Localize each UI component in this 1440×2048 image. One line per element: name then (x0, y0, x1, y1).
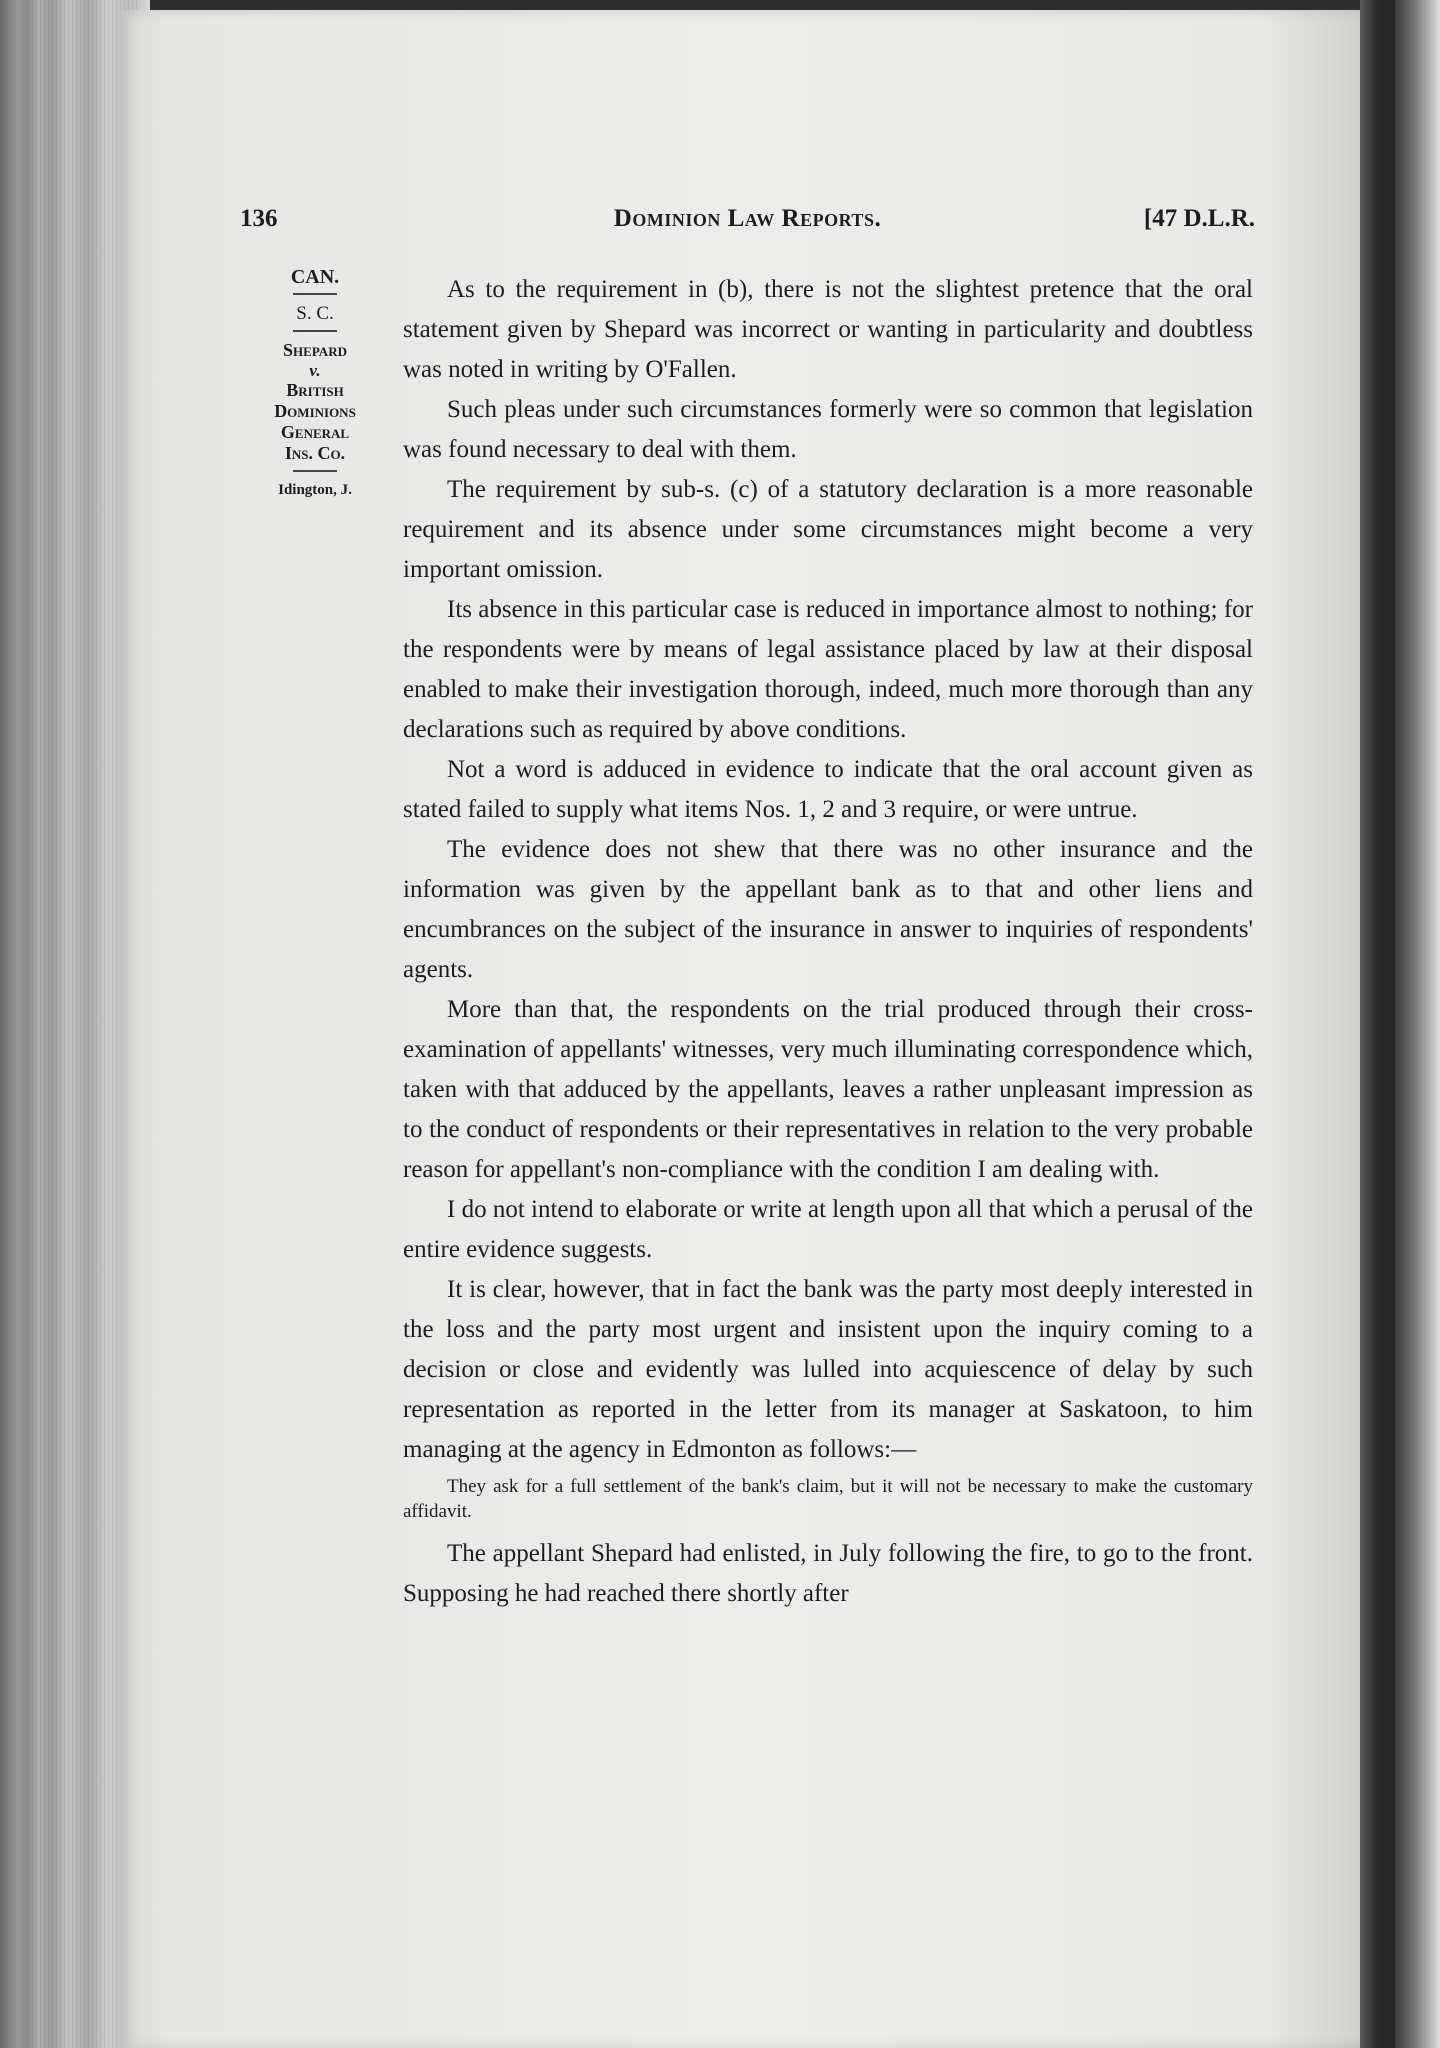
paragraph: I do not intend to elaborate or write at length upon all that which a perusal of the entire evidence suggests. (403, 1196, 1254, 1263)
divider (293, 330, 337, 332)
paragraph: The evidence does not shew that there was no other insurance and the information was given by the appellant bank as to that and other liens and encumbrances on the subject of the insurance in answer to inquiries of respondents' agents. (403, 836, 1253, 983)
paragraph: As to the requirement in (b), there is not the slightest pretence that the oral statement given by Shepard was incorrect or wanting in particularity and doubtless was noted in writing by O'Fallen. (403, 276, 1253, 383)
page-number: 136 (240, 205, 278, 232)
court-label: S. C. (296, 303, 334, 324)
divider (293, 293, 337, 295)
versus-label: v. (309, 361, 321, 380)
defendant-name-line-3: General (280, 422, 350, 442)
defendant-name-line-1: British (286, 380, 344, 400)
block-quote: They ask for a full settlement of the bank's claim, but it will not be necessary to make the customary affidavit. (403, 1476, 1253, 1522)
margin-note (240, 267, 390, 501)
paragraph: It is clear, however, that in fact the bank was the party most deeply interested in the loss and the party most urgent and insistent upon the inquiry coming to a decision or close and evidently was lulled into acquiescence of delay by such representation as reported in the letter from its manager at Saskatoon, to him managing at the agency in Edmonton as follows:— (403, 1276, 1253, 1463)
divider (293, 470, 337, 472)
running-header (240, 205, 1255, 241)
volume-reference: [47 D.L.R. (1143, 205, 1255, 232)
paragraph: Such pleas under such circumstances formerly were so common that legislation was found necessary to deal with them. (403, 396, 1253, 463)
plaintiff-name: Shepard (283, 340, 347, 360)
report-title: Dominion Law Reports. (613, 205, 882, 232)
paragraph: Not a word is adduced in evidence to indicate that the oral account given as stated failed to supply what items Nos. 1, 2 and 3 require, or were untrue. (403, 756, 1253, 823)
judge-name: Idington, J. (278, 482, 352, 498)
facing-page-edge (1395, 0, 1440, 2048)
defendant-name-line-4: Ins. Co. (284, 443, 346, 463)
defendant-name-line-2: Dominions (274, 401, 356, 421)
country-label: CAN. (290, 266, 340, 288)
paragraph: The appellant Shepard had enlisted, in July following the fire, to go to the front. Supposing he had reached there shortly after (403, 1540, 1253, 1607)
body-text (403, 270, 1253, 1614)
paragraph: The requirement by sub-s. (c) of a statutory declaration is a more reasonable requirement and its absence under some circumstances might become a very important omission. (403, 476, 1253, 583)
paragraph: Its absence in this particular case is reduced in importance almost to nothing; for the respondents were by means of legal assistance placed by law at their disposal enabled to make their investigation thorough, indeed, much more thorough than any declarations such as required by above conditions. (403, 596, 1254, 743)
paragraph: More than that, the respondents on the trial produced through their cross-examination of appellants' witnesses, very much illuminating correspondence which, taken with that adduced by the appellants, leaves a rather unpleasant impression as to the conduct of respondents or their representatives in relation to the very probable reason for appellant's non-compliance with the condition I am dealing with. (403, 996, 1253, 1183)
